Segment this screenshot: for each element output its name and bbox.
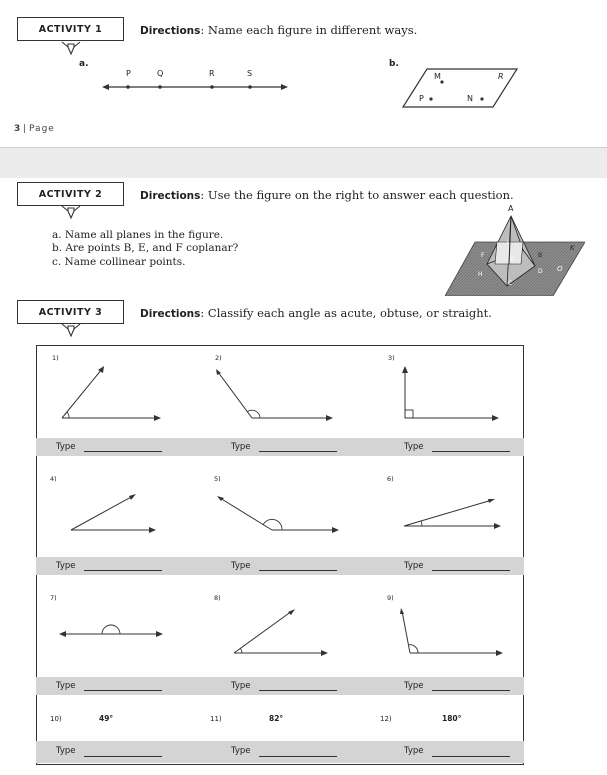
activity-1-directions-text: : Name each figure in different ways. [200, 23, 418, 37]
footer-separator [0, 147, 607, 148]
item-7-type-label: Type [56, 681, 76, 691]
pyramid-plane-figure [445, 212, 585, 296]
item-12-degrees: 180° [442, 714, 462, 723]
point-e-label: E [510, 256, 514, 263]
activity-3-directions [140, 306, 492, 320]
activity-2-directions-text: : Use the figure on the right to answer each question. [200, 188, 514, 202]
item-a-label: a. [79, 59, 89, 69]
activity-2-arrow-icon [60, 204, 82, 220]
item-2-answer-line[interactable] [259, 451, 337, 452]
point-r-plane-label: R [498, 72, 504, 81]
question-a: a. Name all planes in the figure. [52, 229, 224, 241]
angle-4-acute-figure [65, 490, 165, 540]
activity-2-label-box [17, 182, 124, 206]
angle-9-obtuse-figure [396, 605, 508, 660]
item-6-answer-line[interactable] [432, 570, 510, 571]
page-footer: 3 | Page [14, 124, 55, 134]
page-break-gray-band [0, 148, 607, 178]
point-q-label: Q [157, 69, 164, 78]
activity-3-label: ACTIVITY 3 [38, 306, 103, 318]
angle-7-straight-figure [56, 620, 166, 644]
angle-5-obtuse-figure [212, 490, 344, 540]
item-9-number: 9) [387, 594, 394, 602]
angle-6-acute-figure [400, 490, 510, 540]
item-11-answer-line[interactable] [259, 756, 337, 757]
point-r-label: R [209, 69, 215, 78]
point-d-label: D [538, 268, 543, 275]
item-8-number: 8) [214, 594, 221, 602]
point-p-plane-label: P [419, 94, 424, 103]
item-10-answer-line[interactable] [84, 756, 162, 757]
point-c-label: C [508, 280, 513, 287]
item-10-degrees: 49° [99, 714, 114, 723]
point-m-label: M [434, 72, 441, 81]
activity-1-arrow-icon [60, 40, 82, 56]
type-row-3-band [36, 677, 524, 695]
activity-1-label-box [17, 17, 124, 41]
item-11-number: 11) [210, 715, 222, 723]
plane-figure [395, 65, 525, 110]
item-11-type-label: Type [231, 746, 251, 756]
point-f-label: F [481, 252, 485, 259]
type-row-2-band [36, 557, 524, 575]
activity-3-directions-label: Directions [140, 308, 201, 320]
item-4-type-label: Type [56, 561, 76, 571]
point-n-label: N [467, 94, 473, 103]
angle-3-right-figure [396, 362, 506, 426]
activity-1-directions [140, 23, 417, 37]
point-k-label: K [570, 244, 575, 252]
item-1-number: 1) [52, 354, 59, 362]
question-b: b. Are points B, E, and F coplanar? [52, 242, 239, 254]
item-5-number: 5) [214, 475, 221, 483]
item-3-answer-line[interactable] [432, 451, 510, 452]
item-5-answer-line[interactable] [259, 570, 337, 571]
item-3-type-label: Type [404, 442, 424, 452]
item-8-type-label: Type [231, 681, 251, 691]
item-12-type-label: Type [404, 746, 424, 756]
item-b-label: b. [389, 59, 399, 69]
item-2-number: 2) [215, 354, 222, 362]
point-b-label: B [538, 252, 543, 259]
angle-8-acute-figure [228, 605, 338, 660]
item-4-answer-line[interactable] [84, 570, 162, 571]
activity-1-directions-label: Directions [140, 25, 201, 37]
item-9-answer-line[interactable] [432, 690, 510, 691]
page-number: 3 [14, 124, 21, 134]
item-1-answer-line[interactable] [84, 451, 162, 452]
item-11-degrees: 82° [269, 714, 284, 723]
activity-1-label: ACTIVITY 1 [38, 23, 103, 35]
item-10-type-label: Type [56, 746, 76, 756]
item-4-number: 4) [50, 475, 57, 483]
item-10-number: 10) [50, 715, 62, 723]
point-p-label: P [126, 69, 131, 78]
activity-2-label: ACTIVITY 2 [38, 188, 103, 200]
angle-1-acute-figure [55, 362, 165, 426]
item-6-type-label: Type [404, 561, 424, 571]
activity-2-directions [140, 188, 514, 202]
item-12-answer-line[interactable] [432, 756, 510, 757]
line-pqrs-figure [100, 78, 290, 98]
point-i-label: I [507, 239, 509, 246]
page-label: Page [29, 124, 55, 134]
point-h-label: H [478, 271, 483, 278]
item-9-type-label: Type [404, 681, 424, 691]
item-2-type-label: Type [231, 442, 251, 452]
item-1-type-label: Type [56, 442, 76, 452]
item-5-type-label: Type [231, 561, 251, 571]
point-a-label: A [508, 204, 514, 213]
question-c: c. Name collinear points. [52, 256, 186, 268]
type-row-4-band [36, 741, 524, 763]
item-8-answer-line[interactable] [259, 690, 337, 691]
activity-3-arrow-icon [60, 322, 82, 338]
item-12-number: 12) [380, 715, 392, 723]
activity-3-directions-text: : Classify each angle as acute, obtuse, or straight. [200, 306, 492, 320]
point-o-label: O [557, 265, 563, 273]
activity-2-directions-label: Directions [140, 190, 201, 202]
point-s-label: S [247, 69, 253, 78]
angle-2-obtuse-figure [206, 362, 336, 426]
item-7-answer-line[interactable] [84, 690, 162, 691]
item-6-number: 6) [387, 475, 394, 483]
activity-3-label-box [17, 300, 124, 324]
item-3-number: 3) [388, 354, 395, 362]
item-7-number: 7) [50, 594, 57, 602]
type-row-1-band [36, 438, 524, 456]
